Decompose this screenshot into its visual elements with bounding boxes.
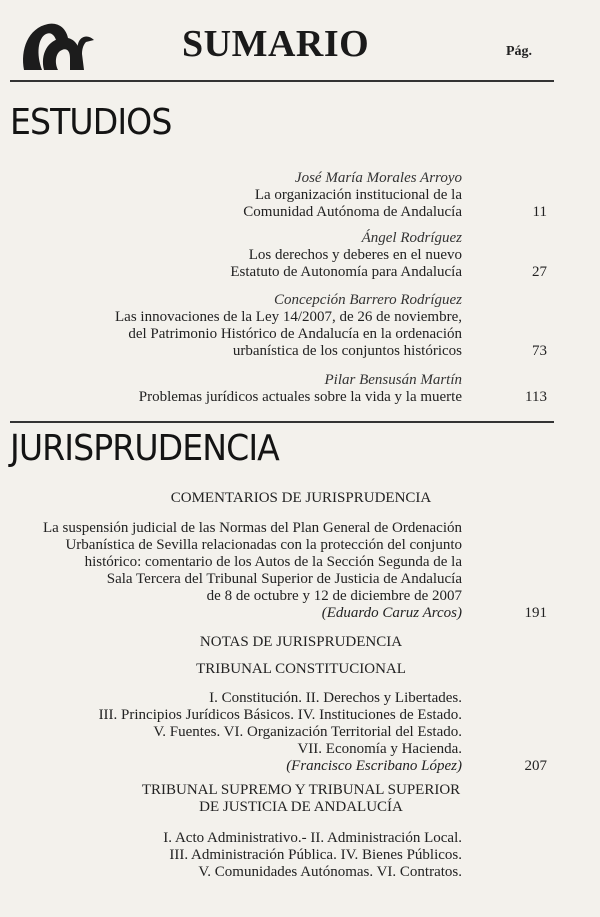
toc-entry [139, 372, 462, 406]
entry-title-line: III. Principios Jurídicos Básicos. IV. Instituciones de Estado. [98, 707, 462, 723]
subsection-heading-line: TRIBUNAL SUPREMO Y TRIBUNAL SUPERIOR [141, 782, 461, 798]
entry-title-line: Comunidad Autónoma de Andalucía [243, 204, 462, 220]
toc-entry [230, 230, 462, 281]
entry-author: Concepción Barrero Rodríguez [273, 292, 462, 308]
header-rule [10, 80, 554, 82]
entry-title-line: La organización institucional de la [254, 187, 462, 203]
entry-author: Ángel Rodríguez [361, 230, 462, 246]
entry-title-line: V. Comunidades Autónomas. VI. Contratos. [198, 864, 462, 880]
entry-title-line: Problemas jurídicos actuales sobre la vida y la muerte [138, 389, 462, 405]
entry-title-line: La suspensión judicial de las Normas del Plan General de Ordenación [42, 520, 462, 536]
entry-page-number: 73 [532, 343, 547, 359]
entry-page-number: 191 [524, 605, 547, 621]
page-column-label: Pág. [506, 44, 533, 59]
section-rule [10, 421, 554, 423]
toc-entry [115, 292, 462, 360]
entry-title-line: I. Acto Administrativo.- II. Administración Local. [163, 830, 462, 846]
entry-page-number: 27 [532, 264, 547, 280]
entry-title-line: Sala Tercera del Tribunal Superior de Justicia de Andalucía [106, 571, 462, 587]
entry-page-number: 113 [525, 389, 547, 405]
toc-entry [99, 690, 462, 775]
page-title: SUMARIO [182, 23, 370, 65]
toc-entry [243, 170, 462, 221]
entry-title-line: III. Administración Pública. IV. Bienes Públicos. [169, 847, 462, 863]
section-title-jurisprudencia: JURISPRUDENCIA [10, 428, 279, 469]
subsection-heading: COMENTARIOS DE JURISPRUDENCIA [170, 490, 432, 506]
entry-title-line: I. Constitución. II. Derechos y Libertades. [209, 690, 462, 706]
subsection-heading: NOTAS DE JURISPRUDENCIA [199, 634, 403, 650]
toc-entry [43, 520, 462, 622]
subsection-heading-line: DE JUSTICIA DE ANDALUCÍA [199, 799, 403, 815]
toc-entry [163, 830, 462, 881]
entry-title-line: V. Fuentes. VI. Organización Territorial del Estado. [153, 724, 462, 740]
entry-title-line: del Patrimonio Histórico de Andalucía en la ordenación [128, 326, 462, 342]
entry-title-line: Las innovaciones de la Ley 14/2007, de 26 de noviembre, [115, 309, 462, 325]
section-title-estudios: ESTUDIOS [10, 102, 172, 143]
subsection-heading: TRIBUNAL CONSTITUCIONAL [196, 661, 406, 677]
entry-page-number: 207 [524, 758, 547, 774]
entry-author: Pilar Bensusán Martín [324, 372, 462, 388]
entry-title-line: VII. Economía y Hacienda. [297, 741, 462, 757]
subsection-heading [140, 782, 462, 816]
journal-logo-icon [18, 20, 96, 72]
entry-title-line: de 8 de octubre y 12 de diciembre de 2007 [206, 588, 462, 604]
entry-page-number: 11 [532, 204, 547, 220]
entry-author: (Eduardo Caruz Arcos) [321, 605, 462, 621]
entry-title-line: histórico: comentario de los Autos de la Sección Segunda de la [84, 554, 462, 570]
entry-title-line: Los derechos y deberes en el nuevo [248, 247, 462, 263]
entry-title-line: urbanística de los conjuntos históricos [232, 343, 462, 359]
entry-title-line: Estatuto de Autonomía para Andalucía [230, 264, 462, 280]
entry-author: José María Morales Arroyo [294, 170, 462, 186]
entry-author: (Francisco Escribano López) [286, 758, 462, 774]
entry-title-line: Urbanística de Sevilla relacionadas con la protección del conjunto [65, 537, 462, 553]
